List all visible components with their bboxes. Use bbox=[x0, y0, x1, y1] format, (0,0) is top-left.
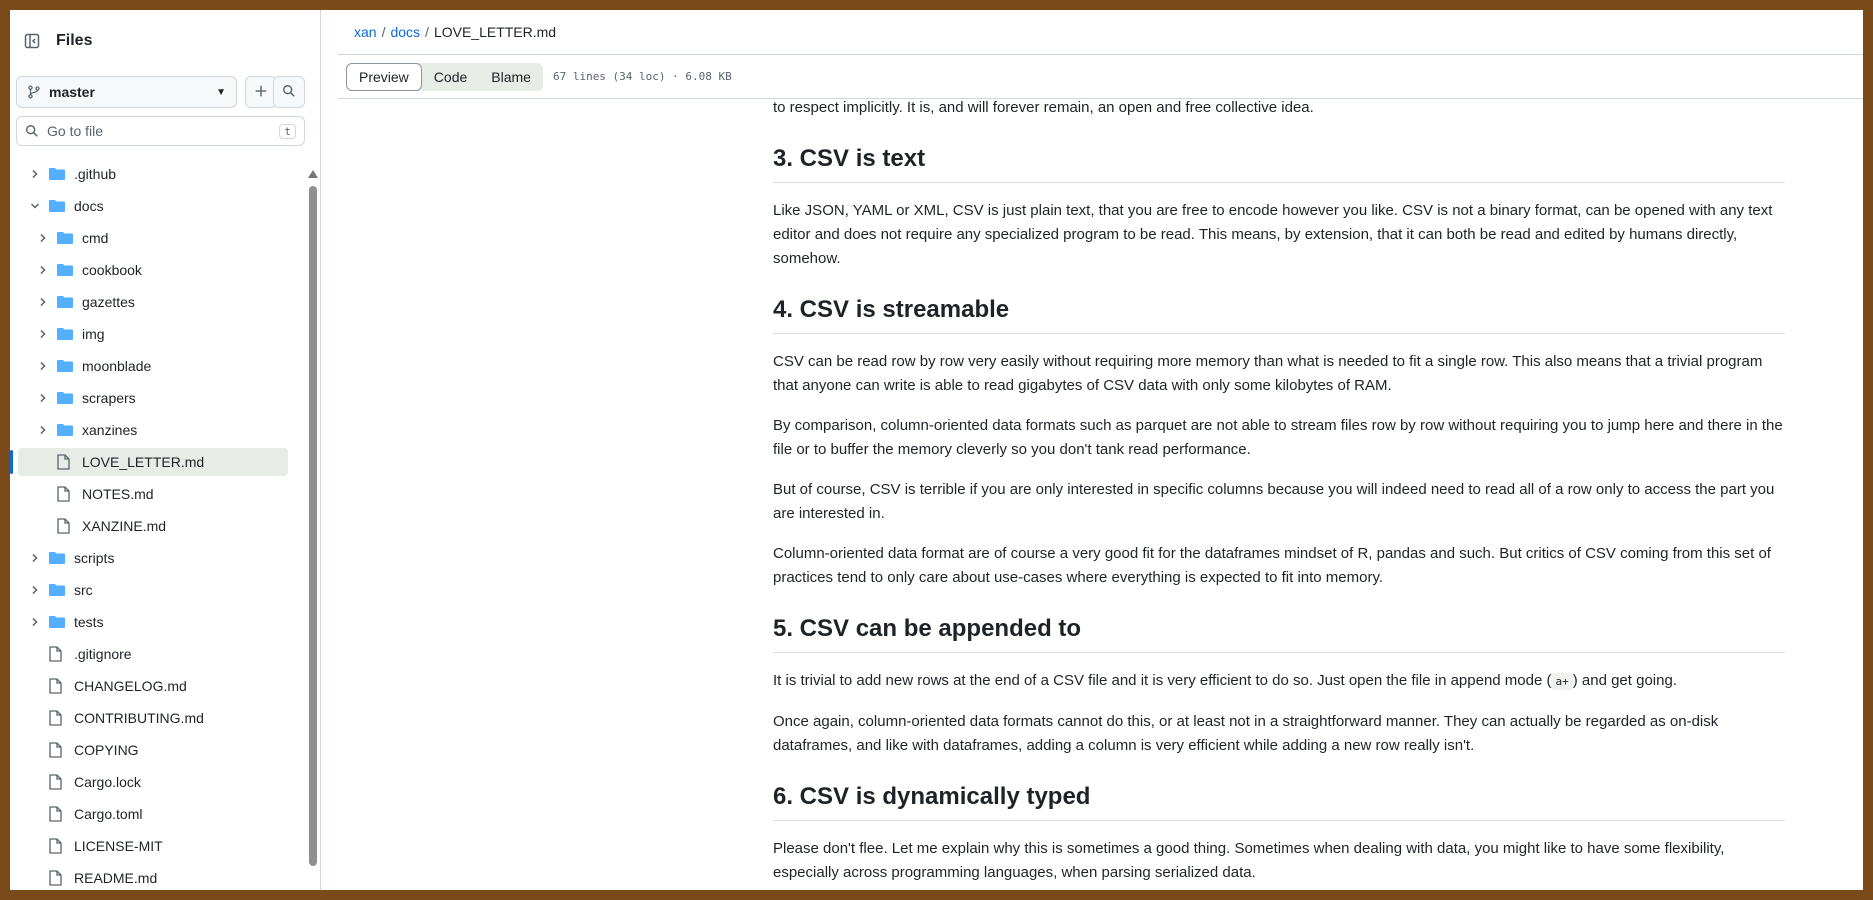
breadcrumb-current-file: LOVE_LETTER.md bbox=[433, 24, 557, 40]
folder-icon bbox=[56, 326, 74, 342]
paragraph bbox=[773, 669, 1785, 694]
chevron-right-icon[interactable] bbox=[36, 232, 50, 244]
file-icon bbox=[48, 870, 66, 886]
tree-file-item[interactable] bbox=[10, 766, 308, 798]
file-viewer bbox=[338, 10, 1863, 890]
sidebar-scrollbar[interactable] bbox=[308, 170, 318, 870]
tree-file-item[interactable] bbox=[10, 798, 308, 830]
tree-item-label: gazettes bbox=[82, 294, 135, 310]
tree-file-item[interactable] bbox=[10, 734, 308, 766]
tree-folder-item[interactable] bbox=[10, 542, 308, 574]
branch-name: master bbox=[49, 84, 95, 100]
tree-folder-item[interactable] bbox=[10, 414, 308, 446]
tree-folder-item[interactable] bbox=[10, 318, 308, 350]
file-tree-sidebar bbox=[10, 10, 321, 890]
tree-item-label: scrapers bbox=[82, 390, 136, 406]
paragraph: CSV can be read row by row very easily without requiring more memory than what is needed to fit a single row. This also means that a trivial program that anyone can write is able to read gigabytes of CSV data with only some kilobytes of RAM. bbox=[773, 353, 1763, 394]
folder-icon bbox=[56, 262, 74, 278]
text-span: ) and get going. bbox=[1572, 672, 1677, 689]
tree-item-label: LOVE_LETTER.md bbox=[82, 454, 205, 470]
paragraph: Like JSON, YAML or XML, CSV is just plain text, that you are free to encode however you like. CSV is not a binary format, can be opened with any text editor and does not require any specialized program to be read. This means, by extension, that it can both be read and edited by humans directly, somehow. bbox=[773, 202, 1773, 267]
paragraph: to respect implicitly. It is, and will forever remain, an open and free collective idea. bbox=[773, 100, 1314, 116]
sidebar-header bbox=[16, 24, 92, 58]
tree-item-label: Cargo.toml bbox=[74, 806, 143, 822]
folder-icon bbox=[56, 358, 74, 374]
tree-item-label: img bbox=[82, 326, 105, 342]
folder-icon bbox=[56, 230, 74, 246]
folder-icon bbox=[48, 582, 66, 598]
breadcrumb-repo-link[interactable]: xan bbox=[354, 24, 377, 40]
paragraph: By comparison, column-oriented data formats such as parquet are not able to stream files row by row without requiring you to jump here and there in the file or to buffer the memory cleverly so you don't tank read performance. bbox=[773, 417, 1783, 458]
tree-item-label: XANZINE.md bbox=[82, 518, 167, 534]
tree-item-label: src bbox=[74, 582, 93, 598]
folder-icon bbox=[56, 294, 74, 310]
folder-icon bbox=[56, 422, 74, 438]
file-toolbar bbox=[338, 55, 1863, 99]
chevron-right-icon[interactable] bbox=[36, 296, 50, 308]
chevron-right-icon[interactable] bbox=[28, 168, 42, 180]
tree-folder-item[interactable] bbox=[10, 190, 308, 222]
section-heading: 3. CSV is text bbox=[773, 144, 1785, 183]
branch-selector-button[interactable] bbox=[16, 76, 237, 108]
tree-file-item[interactable] bbox=[10, 862, 308, 890]
paragraph: But of course, CSV is terrible if you are only interested in specific columns because you will indeed need to read all of a row only to access the part you are interested in. bbox=[773, 481, 1775, 522]
go-to-file-input[interactable] bbox=[16, 116, 305, 146]
tree-item-label: CHANGELOG.md bbox=[74, 678, 187, 694]
chevron-right-icon[interactable] bbox=[28, 584, 42, 596]
paragraph: Please don't flee. Let me explain why this is sometimes a good thing. Sometimes when dealing with data, you might like to have some flexibility, especially across programming languages, when parsing serialized data. bbox=[773, 840, 1725, 881]
tree-item-label: README.md bbox=[74, 870, 158, 886]
tree-file-item[interactable] bbox=[10, 510, 308, 542]
chevron-right-icon[interactable] bbox=[28, 552, 42, 564]
tree-folder-item[interactable] bbox=[10, 382, 308, 414]
section-heading: 4. CSV is streamable bbox=[773, 295, 1785, 334]
tree-item-label: COPYING bbox=[74, 742, 139, 758]
caret-down-icon: ▼ bbox=[216, 86, 226, 98]
app-window bbox=[10, 10, 1863, 890]
tree-item-label: tests bbox=[74, 614, 104, 630]
shortcut-hint: t bbox=[279, 124, 296, 139]
tree-item-label: docs bbox=[74, 198, 104, 214]
tree-file-item[interactable] bbox=[10, 446, 308, 478]
folder-icon bbox=[48, 550, 66, 566]
tree-file-item[interactable] bbox=[10, 830, 308, 862]
tree-folder-item[interactable] bbox=[10, 606, 308, 638]
tree-item-label: moonblade bbox=[82, 358, 152, 374]
file-tree bbox=[10, 158, 308, 890]
file-icon bbox=[56, 518, 74, 534]
tree-item-label: cookbook bbox=[82, 262, 142, 278]
file-icon bbox=[48, 774, 66, 790]
chevron-right-icon[interactable] bbox=[36, 424, 50, 436]
chevron-right-icon[interactable] bbox=[28, 616, 42, 628]
inline-code: a+ bbox=[1551, 673, 1572, 690]
tree-item-label: xanzines bbox=[82, 422, 138, 438]
section-heading: 6. CSV is dynamically typed bbox=[773, 782, 1785, 821]
tree-item-label: scripts bbox=[74, 550, 115, 566]
tab-blame[interactable]: Blame bbox=[491, 68, 531, 85]
folder-icon bbox=[56, 390, 74, 406]
file-icon bbox=[48, 838, 66, 854]
search-icon bbox=[282, 84, 296, 101]
tree-folder-item[interactable] bbox=[10, 222, 308, 254]
file-icon bbox=[48, 646, 66, 662]
tree-folder-item[interactable] bbox=[10, 350, 308, 382]
chevron-right-icon[interactable] bbox=[36, 264, 50, 276]
scroll-up-arrow-icon[interactable] bbox=[308, 170, 318, 178]
tree-item-label: Cargo.lock bbox=[74, 774, 141, 790]
scrollbar-thumb[interactable] bbox=[309, 186, 317, 866]
breadcrumb-separator: / bbox=[425, 24, 429, 40]
sidebar-title: Files bbox=[56, 32, 93, 49]
tree-file-item[interactable] bbox=[10, 702, 308, 734]
breadcrumb bbox=[338, 10, 1863, 55]
tree-item-label: .github bbox=[74, 166, 117, 182]
tab-preview[interactable]: Preview bbox=[346, 63, 422, 91]
tree-file-item[interactable] bbox=[10, 638, 308, 670]
search-icon bbox=[25, 124, 39, 138]
tree-folder-item[interactable] bbox=[10, 286, 308, 318]
tab-code[interactable]: Code bbox=[433, 68, 468, 85]
chevron-right-icon[interactable] bbox=[36, 392, 50, 404]
git-branch-icon bbox=[27, 85, 41, 99]
file-icon bbox=[48, 806, 66, 822]
markdown-body bbox=[773, 100, 1785, 890]
tree-item-label: cmd bbox=[82, 230, 109, 246]
paragraph: Once again, column-oriented data formats cannot do this, or at least not in a straightforward manner. They can actually be regarded as on-disk dataframes, and like with dataframes, adding a column is very efficient while adding a new row really isn't. bbox=[773, 713, 1719, 754]
paragraph: Column-oriented data format are of course a very good fit for the dataframes mindset of R, pandas and such. But critics of CSV coming from this set of practices tend to only care about use-cases where everything is expected to fit into memory. bbox=[773, 545, 1771, 586]
tree-item-label: NOTES.md bbox=[82, 486, 154, 502]
folder-icon bbox=[48, 614, 66, 630]
search-button[interactable] bbox=[273, 76, 305, 108]
file-icon bbox=[56, 486, 74, 502]
view-mode-segmented-control bbox=[346, 63, 543, 91]
go-to-file-placeholder: Go to file bbox=[47, 123, 104, 139]
tree-item-label: .gitignore bbox=[74, 646, 132, 662]
chevron-right-icon[interactable] bbox=[36, 328, 50, 340]
file-icon bbox=[48, 678, 66, 694]
file-icon bbox=[56, 454, 74, 470]
sidebar-collapse-icon[interactable] bbox=[16, 25, 48, 57]
text-span: It is trivial to add new rows at the end of a CSV file and it is very efficient to do so. Just open the file in append mode ( bbox=[773, 672, 1552, 689]
chevron-right-icon[interactable] bbox=[36, 360, 50, 372]
file-info: 67 lines (34 loc) · 6.08 KB bbox=[552, 70, 732, 83]
file-icon bbox=[48, 742, 66, 758]
folder-icon bbox=[48, 166, 66, 182]
file-icon bbox=[48, 710, 66, 726]
folder-icon bbox=[48, 198, 66, 214]
tree-file-item[interactable] bbox=[10, 478, 308, 510]
breadcrumb-folder-link[interactable]: docs bbox=[390, 24, 421, 40]
section-heading: 5. CSV can be appended to bbox=[773, 614, 1785, 653]
tree-folder-item[interactable] bbox=[10, 254, 308, 286]
tree-item-label: LICENSE-MIT bbox=[74, 838, 163, 854]
chevron-down-icon[interactable] bbox=[28, 200, 42, 212]
tree-folder-item[interactable] bbox=[10, 574, 308, 606]
tree-item-label: CONTRIBUTING.md bbox=[74, 710, 204, 726]
plus-icon bbox=[254, 84, 268, 101]
breadcrumb-separator: / bbox=[381, 24, 386, 40]
tree-file-item[interactable] bbox=[10, 670, 308, 702]
tree-folder-item[interactable] bbox=[10, 158, 308, 190]
